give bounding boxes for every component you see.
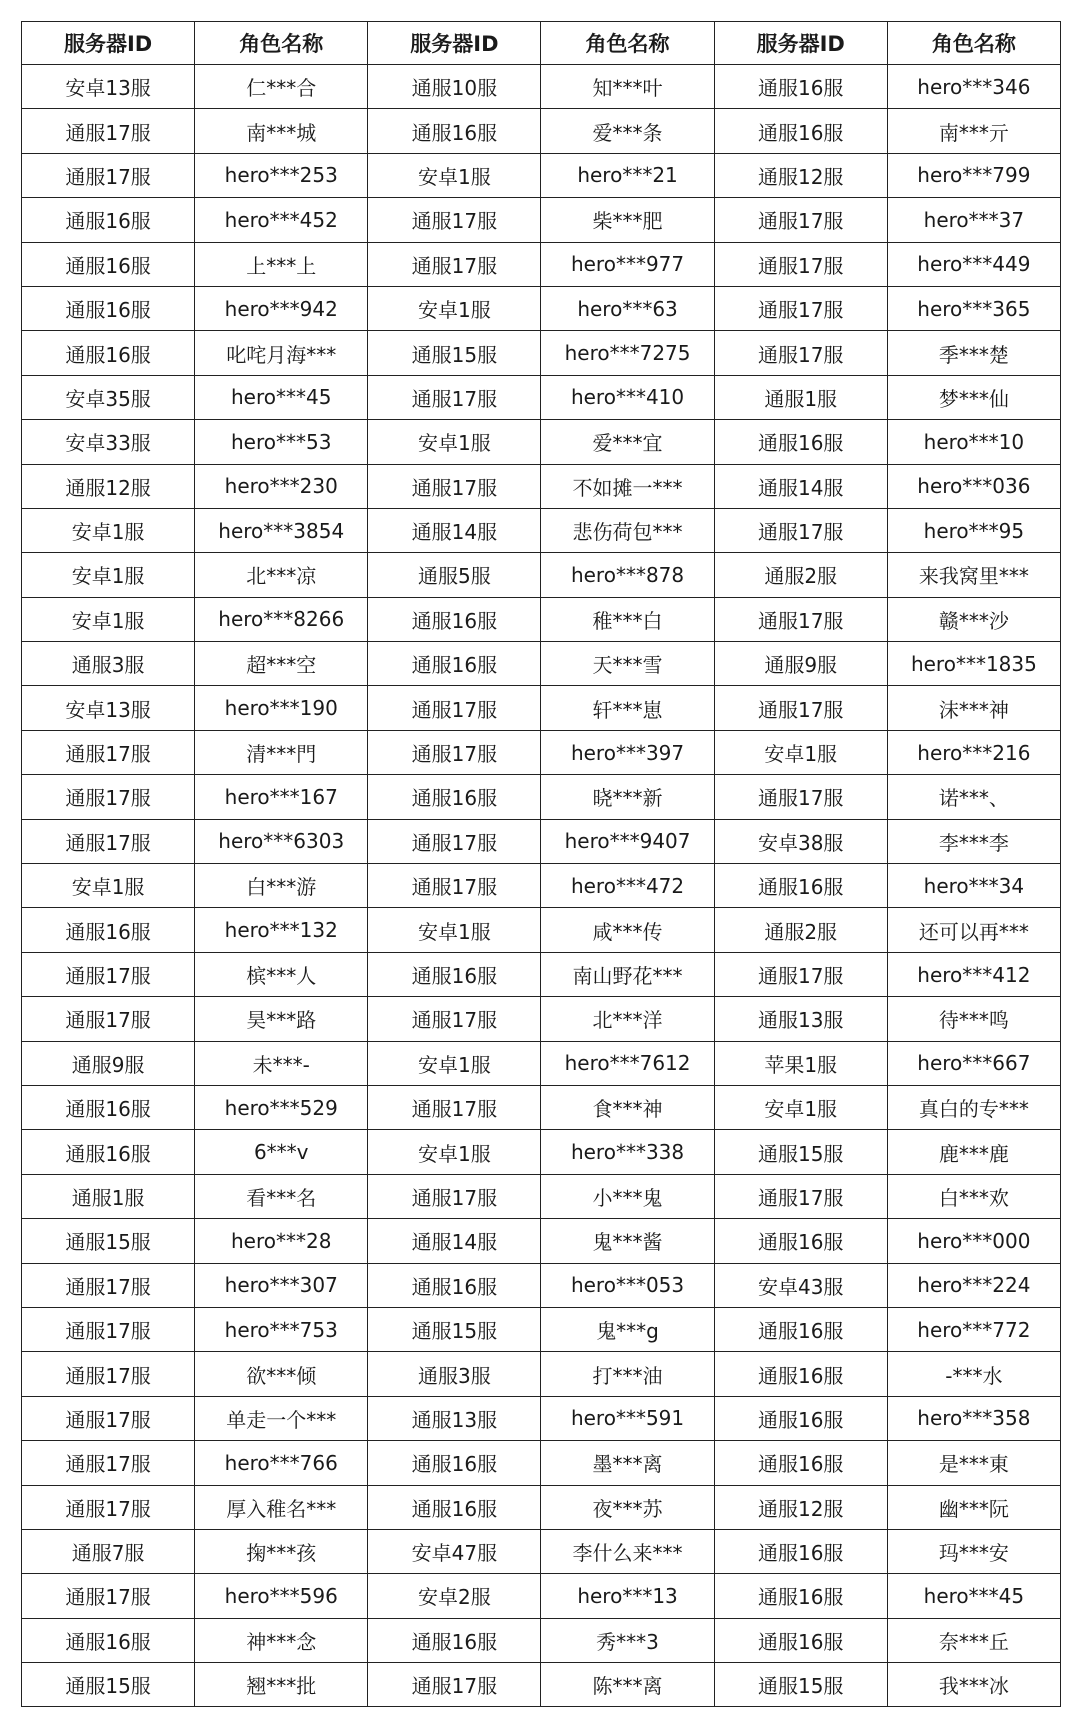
server-id-cell: 苹果1服 <box>714 1041 887 1085</box>
server-id-cell: 通服17服 <box>368 686 541 730</box>
table-row <box>22 553 1061 597</box>
table-row <box>22 597 1061 641</box>
table-row <box>22 65 1061 109</box>
table-row <box>22 997 1061 1041</box>
server-id-cell: 通服12服 <box>714 153 887 197</box>
role-name-cell: hero***772 <box>887 1307 1060 1351</box>
role-name-cell: hero***452 <box>195 198 368 242</box>
role-name-cell: 北***凉 <box>195 553 368 597</box>
server-id-cell: 通服17服 <box>714 242 887 286</box>
server-id-cell: 安卓1服 <box>368 908 541 952</box>
header-server-id-1: 服务器ID <box>22 22 195 65</box>
server-id-cell: 通服17服 <box>22 775 195 819</box>
server-id-cell: 通服17服 <box>22 952 195 996</box>
table-row <box>22 1574 1061 1618</box>
role-name-cell: 季***楚 <box>887 331 1060 375</box>
role-name-cell: hero***10 <box>887 420 1060 464</box>
role-name-cell: hero***591 <box>541 1396 714 1440</box>
role-name-cell: 仁***合 <box>195 65 368 109</box>
table-body <box>22 65 1061 1707</box>
role-name-cell: hero***21 <box>541 153 714 197</box>
server-id-cell: 通服16服 <box>714 864 887 908</box>
server-id-cell: 通服16服 <box>714 1307 887 1351</box>
table-row <box>22 464 1061 508</box>
server-id-cell: 通服17服 <box>714 952 887 996</box>
role-name-cell: 咸***传 <box>541 908 714 952</box>
role-name-cell: hero***132 <box>195 908 368 952</box>
role-name-cell: 稚***白 <box>541 597 714 641</box>
server-id-cell: 安卓2服 <box>368 1574 541 1618</box>
table-row <box>22 1219 1061 1263</box>
server-id-cell: 通服17服 <box>368 1085 541 1129</box>
role-name-cell: hero***942 <box>195 286 368 330</box>
role-name-cell: 鹿***鹿 <box>887 1130 1060 1174</box>
role-name-cell: 诺***、 <box>887 775 1060 819</box>
server-id-cell: 通服16服 <box>22 1618 195 1662</box>
server-id-cell: 通服17服 <box>714 508 887 552</box>
server-id-cell: 通服12服 <box>714 1485 887 1529</box>
server-id-cell: 通服17服 <box>368 819 541 863</box>
role-name-cell: hero***45 <box>887 1574 1060 1618</box>
server-id-cell: 安卓1服 <box>22 508 195 552</box>
table-row <box>22 730 1061 774</box>
role-name-cell: 来我窝里*** <box>887 553 1060 597</box>
table-row <box>22 952 1061 996</box>
role-name-cell: 白***游 <box>195 864 368 908</box>
role-name-cell: hero***7275 <box>541 331 714 375</box>
table-row <box>22 1263 1061 1307</box>
server-id-cell: 通服17服 <box>368 997 541 1041</box>
role-name-cell: 天***雪 <box>541 642 714 686</box>
role-name-cell: hero***230 <box>195 464 368 508</box>
role-name-cell: 南***城 <box>195 109 368 153</box>
table-row <box>22 1441 1061 1485</box>
server-id-cell: 安卓47服 <box>368 1529 541 1573</box>
role-name-cell: hero***365 <box>887 286 1060 330</box>
server-id-cell: 安卓35服 <box>22 375 195 419</box>
role-name-cell: hero***7612 <box>541 1041 714 1085</box>
server-id-cell: 通服17服 <box>22 1441 195 1485</box>
server-id-cell: 通服9服 <box>714 642 887 686</box>
table-row <box>22 819 1061 863</box>
role-name-cell: 晓***新 <box>541 775 714 819</box>
table-row <box>22 686 1061 730</box>
server-id-cell: 安卓1服 <box>368 1041 541 1085</box>
role-name-cell: hero***053 <box>541 1263 714 1307</box>
server-id-cell: 通服17服 <box>714 198 887 242</box>
server-id-cell: 通服17服 <box>22 1485 195 1529</box>
role-name-cell: hero***28 <box>195 1219 368 1263</box>
role-name-cell: 还可以再*** <box>887 908 1060 952</box>
server-id-cell: 通服17服 <box>368 1174 541 1218</box>
role-name-cell: 悲伤荷包*** <box>541 508 714 552</box>
role-name-cell: hero***307 <box>195 1263 368 1307</box>
role-name-cell: hero***37 <box>887 198 1060 242</box>
role-name-cell: 玛***安 <box>887 1529 1060 1573</box>
server-id-cell: 通服1服 <box>714 375 887 419</box>
header-role-name-3: 角色名称 <box>887 22 1060 65</box>
role-name-cell: hero***529 <box>195 1085 368 1129</box>
role-name-cell: hero***224 <box>887 1263 1060 1307</box>
server-id-cell: 通服16服 <box>714 109 887 153</box>
server-id-cell: 安卓1服 <box>368 153 541 197</box>
role-name-cell: 李什么来*** <box>541 1529 714 1573</box>
role-name-cell: hero***449 <box>887 242 1060 286</box>
table-row <box>22 1485 1061 1529</box>
role-name-cell: 秀***3 <box>541 1618 714 1662</box>
role-name-cell: hero***338 <box>541 1130 714 1174</box>
role-name-cell: 神***念 <box>195 1618 368 1662</box>
role-name-cell: 打***油 <box>541 1352 714 1396</box>
server-id-cell: 安卓38服 <box>714 819 887 863</box>
role-name-cell: 柴***肥 <box>541 198 714 242</box>
server-id-cell: 通服16服 <box>368 642 541 686</box>
role-name-cell: 翘***批 <box>195 1663 368 1707</box>
server-id-cell: 通服16服 <box>22 331 195 375</box>
server-id-cell: 安卓13服 <box>22 686 195 730</box>
server-id-cell: 通服17服 <box>22 997 195 1041</box>
table-header <box>22 22 1061 65</box>
server-id-cell: 通服16服 <box>714 1529 887 1573</box>
role-name-cell: 看***名 <box>195 1174 368 1218</box>
server-id-cell: 通服14服 <box>714 464 887 508</box>
server-id-cell: 安卓1服 <box>368 1130 541 1174</box>
server-id-cell: 通服17服 <box>368 1663 541 1707</box>
role-name-cell: hero***3854 <box>195 508 368 552</box>
header-server-id-2: 服务器ID <box>368 22 541 65</box>
server-id-cell: 通服13服 <box>368 1396 541 1440</box>
server-id-cell: 通服14服 <box>368 1219 541 1263</box>
role-name-cell: -***水 <box>887 1352 1060 1396</box>
server-id-cell: 通服17服 <box>22 1263 195 1307</box>
server-id-cell: 安卓1服 <box>22 553 195 597</box>
role-name-cell: 沫***神 <box>887 686 1060 730</box>
server-id-cell: 通服2服 <box>714 908 887 952</box>
server-id-cell: 通服16服 <box>368 109 541 153</box>
role-name-cell: 厚入稚名*** <box>195 1485 368 1529</box>
table-row <box>22 1041 1061 1085</box>
role-name-cell: 墨***离 <box>541 1441 714 1485</box>
role-name-cell: hero***667 <box>887 1041 1060 1085</box>
server-id-cell: 通服15服 <box>368 331 541 375</box>
role-name-cell: 鬼***酱 <box>541 1219 714 1263</box>
server-id-cell: 通服15服 <box>714 1130 887 1174</box>
server-id-cell: 安卓1服 <box>368 286 541 330</box>
server-id-cell: 通服16服 <box>368 775 541 819</box>
server-id-cell: 通服17服 <box>22 153 195 197</box>
server-id-cell: 通服17服 <box>368 730 541 774</box>
table-row <box>22 109 1061 153</box>
server-id-cell: 通服12服 <box>22 464 195 508</box>
role-name-cell: 槟***人 <box>195 952 368 996</box>
server-id-cell: 通服16服 <box>22 1130 195 1174</box>
role-name-cell: 鬼***g <box>541 1307 714 1351</box>
role-name-cell: 夜***苏 <box>541 1485 714 1529</box>
role-name-cell: hero***63 <box>541 286 714 330</box>
table-row <box>22 642 1061 686</box>
role-name-cell: hero***13 <box>541 1574 714 1618</box>
role-name-cell: 李***李 <box>887 819 1060 863</box>
table-row <box>22 1085 1061 1129</box>
server-id-cell: 通服16服 <box>368 952 541 996</box>
server-id-cell: 通服16服 <box>368 1485 541 1529</box>
table-row <box>22 508 1061 552</box>
role-name-cell: hero***766 <box>195 1441 368 1485</box>
role-name-cell: 真白的专*** <box>887 1085 1060 1129</box>
server-id-cell: 通服16服 <box>714 1352 887 1396</box>
server-id-cell: 通服17服 <box>368 375 541 419</box>
role-name-cell: 6***v <box>195 1130 368 1174</box>
server-id-cell: 通服16服 <box>714 1574 887 1618</box>
role-name-cell: hero***878 <box>541 553 714 597</box>
server-id-cell: 通服16服 <box>22 1085 195 1129</box>
table-row <box>22 1663 1061 1707</box>
role-name-cell: hero***8266 <box>195 597 368 641</box>
server-id-cell: 通服3服 <box>22 642 195 686</box>
role-name-cell: 梦***仙 <box>887 375 1060 419</box>
table-row <box>22 375 1061 419</box>
server-id-cell: 通服17服 <box>22 1396 195 1440</box>
server-id-cell: 通服2服 <box>714 553 887 597</box>
role-name-cell: 小***鬼 <box>541 1174 714 1218</box>
server-id-cell: 安卓33服 <box>22 420 195 464</box>
role-name-cell: hero***358 <box>887 1396 1060 1440</box>
server-id-cell: 通服16服 <box>22 242 195 286</box>
table-row <box>22 1307 1061 1351</box>
header-row <box>22 22 1061 65</box>
table-row <box>22 1352 1061 1396</box>
role-name-cell: 爱***条 <box>541 109 714 153</box>
server-id-cell: 通服16服 <box>22 286 195 330</box>
server-id-cell: 通服17服 <box>368 242 541 286</box>
role-name-cell: 未***- <box>195 1041 368 1085</box>
header-role-name-1: 角色名称 <box>195 22 368 65</box>
table-row <box>22 1396 1061 1440</box>
server-id-cell: 安卓1服 <box>22 864 195 908</box>
server-id-cell: 通服5服 <box>368 553 541 597</box>
role-name-cell: 北***洋 <box>541 997 714 1041</box>
server-id-cell: 通服17服 <box>714 1174 887 1218</box>
server-id-cell: 通服9服 <box>22 1041 195 1085</box>
role-name-cell: hero***000 <box>887 1219 1060 1263</box>
role-name-cell: 超***空 <box>195 642 368 686</box>
server-id-cell: 通服16服 <box>714 1396 887 1440</box>
role-name-cell: hero***9407 <box>541 819 714 863</box>
role-name-cell: 清***門 <box>195 730 368 774</box>
table-row <box>22 242 1061 286</box>
table-row <box>22 1618 1061 1662</box>
server-id-cell: 通服16服 <box>714 1441 887 1485</box>
server-id-cell: 通服17服 <box>368 864 541 908</box>
server-id-cell: 通服17服 <box>714 331 887 375</box>
server-id-cell: 通服17服 <box>22 1307 195 1351</box>
role-name-cell: hero***53 <box>195 420 368 464</box>
server-id-cell: 通服17服 <box>368 198 541 242</box>
role-name-cell: hero***977 <box>541 242 714 286</box>
server-id-cell: 通服7服 <box>22 1529 195 1573</box>
role-name-cell: 我***冰 <box>887 1663 1060 1707</box>
server-id-cell: 通服17服 <box>714 597 887 641</box>
table-row <box>22 153 1061 197</box>
role-name-cell: hero***45 <box>195 375 368 419</box>
server-id-cell: 通服17服 <box>22 1574 195 1618</box>
role-name-cell: hero***216 <box>887 730 1060 774</box>
role-name-cell: 昊***路 <box>195 997 368 1041</box>
table-row <box>22 286 1061 330</box>
role-name-cell: hero***346 <box>887 65 1060 109</box>
role-name-cell: 幽***阮 <box>887 1485 1060 1529</box>
role-name-cell: hero***6303 <box>195 819 368 863</box>
role-name-cell: hero***95 <box>887 508 1060 552</box>
role-name-cell: 叱咤月海*** <box>195 331 368 375</box>
server-id-cell: 通服3服 <box>368 1352 541 1396</box>
table-row <box>22 908 1061 952</box>
role-name-cell: hero***167 <box>195 775 368 819</box>
server-id-cell: 安卓1服 <box>22 597 195 641</box>
role-name-cell: 单走一个*** <box>195 1396 368 1440</box>
header-role-name-2: 角色名称 <box>541 22 714 65</box>
server-id-cell: 安卓43服 <box>714 1263 887 1307</box>
role-name-cell: 爱***宜 <box>541 420 714 464</box>
role-name-cell: hero***1835 <box>887 642 1060 686</box>
role-name-cell: hero***472 <box>541 864 714 908</box>
server-id-cell: 安卓1服 <box>714 730 887 774</box>
table-row <box>22 1130 1061 1174</box>
server-id-cell: 通服17服 <box>714 775 887 819</box>
server-id-cell: 安卓1服 <box>714 1085 887 1129</box>
server-id-cell: 通服14服 <box>368 508 541 552</box>
server-id-cell: 通服16服 <box>368 1618 541 1662</box>
server-id-cell: 通服17服 <box>22 109 195 153</box>
server-id-cell: 通服16服 <box>714 1219 887 1263</box>
role-name-cell: 待***鸣 <box>887 997 1060 1041</box>
server-id-cell: 通服16服 <box>22 908 195 952</box>
role-name-cell: 不如摊一*** <box>541 464 714 508</box>
role-name-cell: hero***253 <box>195 153 368 197</box>
server-id-cell: 通服16服 <box>368 1263 541 1307</box>
table-row <box>22 1174 1061 1218</box>
server-id-cell: 通服16服 <box>368 1441 541 1485</box>
server-id-cell: 通服17服 <box>714 686 887 730</box>
server-id-cell: 通服15服 <box>368 1307 541 1351</box>
server-id-cell: 通服16服 <box>714 1618 887 1662</box>
role-name-cell: 白***欢 <box>887 1174 1060 1218</box>
role-name-cell: 南***亓 <box>887 109 1060 153</box>
server-id-cell: 通服16服 <box>714 65 887 109</box>
header-server-id-3: 服务器ID <box>714 22 887 65</box>
table-row <box>22 198 1061 242</box>
role-name-cell: 是***東 <box>887 1441 1060 1485</box>
server-id-cell: 通服17服 <box>22 1352 195 1396</box>
server-id-cell: 通服17服 <box>714 286 887 330</box>
role-name-cell: hero***799 <box>887 153 1060 197</box>
role-name-cell: hero***412 <box>887 952 1060 996</box>
table-row <box>22 864 1061 908</box>
table-row <box>22 331 1061 375</box>
role-name-cell: 欲***倾 <box>195 1352 368 1396</box>
role-name-cell: 奈***丘 <box>887 1618 1060 1662</box>
role-name-cell: hero***34 <box>887 864 1060 908</box>
role-name-cell: hero***753 <box>195 1307 368 1351</box>
role-name-cell: 陈***离 <box>541 1663 714 1707</box>
role-name-cell: 食***神 <box>541 1085 714 1129</box>
server-id-cell: 通服13服 <box>714 997 887 1041</box>
role-name-cell: 南山野花*** <box>541 952 714 996</box>
server-id-cell: 通服17服 <box>22 819 195 863</box>
server-id-cell: 通服16服 <box>22 198 195 242</box>
role-name-cell: hero***036 <box>887 464 1060 508</box>
role-name-cell: hero***397 <box>541 730 714 774</box>
winner-list-table <box>21 21 1061 1707</box>
server-id-cell: 通服1服 <box>22 1174 195 1218</box>
role-name-cell: 掬***孩 <box>195 1529 368 1573</box>
server-id-cell: 通服15服 <box>714 1663 887 1707</box>
table-row <box>22 775 1061 819</box>
role-name-cell: 知***叶 <box>541 65 714 109</box>
server-id-cell: 通服10服 <box>368 65 541 109</box>
table-row <box>22 1529 1061 1573</box>
server-id-cell: 安卓13服 <box>22 65 195 109</box>
role-name-cell: 上***上 <box>195 242 368 286</box>
role-name-cell: 赣***沙 <box>887 597 1060 641</box>
server-id-cell: 通服15服 <box>22 1219 195 1263</box>
server-id-cell: 通服16服 <box>368 597 541 641</box>
role-name-cell: hero***190 <box>195 686 368 730</box>
server-id-cell: 安卓1服 <box>368 420 541 464</box>
role-name-cell: 轩***崽 <box>541 686 714 730</box>
role-name-cell: hero***596 <box>195 1574 368 1618</box>
server-id-cell: 通服17服 <box>368 464 541 508</box>
server-id-cell: 通服17服 <box>22 730 195 774</box>
table-row <box>22 420 1061 464</box>
role-name-cell: hero***410 <box>541 375 714 419</box>
server-id-cell: 通服16服 <box>714 420 887 464</box>
server-id-cell: 通服15服 <box>22 1663 195 1707</box>
